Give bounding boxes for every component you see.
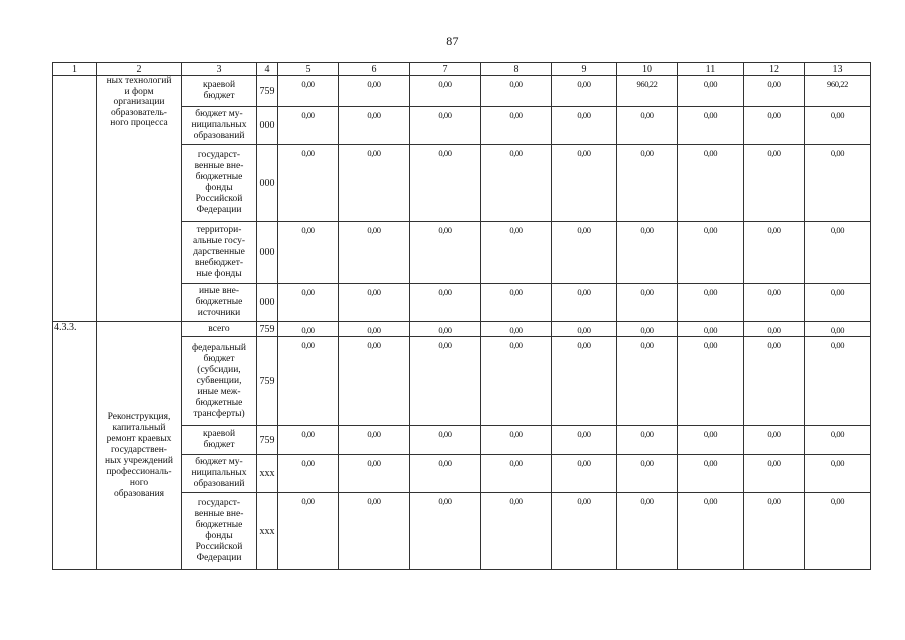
amount-cell: 0,00 bbox=[278, 493, 339, 570]
amount-cell: 0,00 bbox=[805, 322, 871, 337]
amount-cell: 0,00 bbox=[552, 322, 617, 337]
funding-source-text: иные вне- бюджетные источники bbox=[195, 286, 243, 318]
amount-cell: 0,00 bbox=[805, 222, 871, 284]
column-header: 11 bbox=[678, 63, 744, 76]
amount-cell: 0,00 bbox=[410, 284, 481, 322]
budget-code: 759 bbox=[257, 322, 278, 337]
budget-code: ххх bbox=[257, 455, 278, 493]
amount-cell: 0,00 bbox=[481, 284, 552, 322]
funding-source bbox=[182, 107, 257, 145]
amount-cell: 0,00 bbox=[805, 426, 871, 455]
amount-cell: 0,00 bbox=[481, 493, 552, 570]
amount-cell: 0,00 bbox=[744, 455, 805, 493]
funding-source-text: всего bbox=[208, 323, 230, 334]
amount-cell: 0,00 bbox=[678, 337, 744, 426]
budget-code: 000 bbox=[257, 222, 278, 284]
amount-cell: 0,00 bbox=[617, 426, 678, 455]
amount-cell: 0,00 bbox=[744, 222, 805, 284]
budget-table bbox=[52, 62, 871, 570]
amount-cell: 0,00 bbox=[481, 426, 552, 455]
amount-cell: 0,00 bbox=[805, 145, 871, 222]
amount-cell: 0,00 bbox=[805, 493, 871, 570]
column-header: 5 bbox=[278, 63, 339, 76]
amount-cell: 0,00 bbox=[678, 107, 744, 145]
budget-code: 000 bbox=[257, 107, 278, 145]
budget-code: 759 bbox=[257, 76, 278, 107]
amount-cell: 0,00 bbox=[744, 76, 805, 107]
amount-cell: 0,00 bbox=[481, 455, 552, 493]
amount-cell: 0,00 bbox=[744, 145, 805, 222]
amount-cell: 0,00 bbox=[339, 145, 410, 222]
amount-cell: 0,00 bbox=[617, 322, 678, 337]
amount-cell: 0,00 bbox=[481, 107, 552, 145]
amount-cell: 0,00 bbox=[552, 222, 617, 284]
funding-source bbox=[182, 455, 257, 493]
amount-cell: 0,00 bbox=[339, 107, 410, 145]
amount-cell: 0,00 bbox=[744, 107, 805, 145]
amount-cell: 0,00 bbox=[481, 337, 552, 426]
column-header: 1 bbox=[53, 63, 97, 76]
page-number: 87 bbox=[446, 34, 459, 48]
amount-cell: 0,00 bbox=[552, 426, 617, 455]
funding-source bbox=[182, 76, 257, 107]
amount-cell: 0,00 bbox=[744, 337, 805, 426]
amount-cell: 0,00 bbox=[278, 222, 339, 284]
amount-cell: 0,00 bbox=[617, 145, 678, 222]
amount-cell: 0,00 bbox=[805, 284, 871, 322]
table-row bbox=[53, 76, 871, 107]
amount-cell: 0,00 bbox=[339, 455, 410, 493]
amount-cell: 0,00 bbox=[552, 455, 617, 493]
amount-cell: 0,00 bbox=[278, 337, 339, 426]
table-row bbox=[53, 322, 871, 337]
amount-cell: 0,00 bbox=[678, 322, 744, 337]
funding-source-text: бюджет му- ниципальных образований bbox=[191, 457, 247, 489]
amount-cell: 0,00 bbox=[410, 337, 481, 426]
amount-cell: 0,00 bbox=[678, 426, 744, 455]
amount-cell: 0,00 bbox=[410, 76, 481, 107]
amount-cell: 0,00 bbox=[678, 455, 744, 493]
funding-source bbox=[182, 145, 257, 222]
amount-cell: 0,00 bbox=[744, 493, 805, 570]
amount-cell: 0,00 bbox=[410, 455, 481, 493]
funding-source bbox=[182, 426, 257, 455]
funding-source-text: бюджет му- ниципальных образований bbox=[191, 109, 247, 141]
amount-cell: 0,00 bbox=[410, 107, 481, 145]
measure-name bbox=[97, 76, 182, 322]
funding-source-text: государст- венные вне- бюджетные фонды Российской Федерации bbox=[194, 498, 244, 563]
amount-cell: 0,00 bbox=[617, 455, 678, 493]
measure-name-text: Реконструкция, капитальный ремонт краевых государствен- ных учреждений профессиональ- ного образования bbox=[105, 411, 173, 499]
amount-cell: 0,00 bbox=[552, 107, 617, 145]
amount-cell: 0,00 bbox=[552, 284, 617, 322]
amount-cell: 0,00 bbox=[617, 107, 678, 145]
amount-cell: 0,00 bbox=[805, 455, 871, 493]
amount-cell: 0,00 bbox=[678, 493, 744, 570]
amount-cell: 0,00 bbox=[678, 76, 744, 107]
funding-source-text: территори- альные госу- дарственные внебюджет- ные фонды bbox=[192, 225, 246, 279]
amount-cell: 0,00 bbox=[278, 284, 339, 322]
item-number: 4.3.3. bbox=[53, 322, 97, 570]
amount-cell: 0,00 bbox=[744, 284, 805, 322]
amount-cell: 0,00 bbox=[805, 337, 871, 426]
budget-code: 759 bbox=[257, 426, 278, 455]
column-header: 6 bbox=[339, 63, 410, 76]
amount-cell: 0,00 bbox=[552, 493, 617, 570]
funding-source bbox=[182, 493, 257, 570]
amount-cell: 0,00 bbox=[278, 145, 339, 222]
funding-source bbox=[182, 337, 257, 426]
column-header: 12 bbox=[744, 63, 805, 76]
amount-cell: 0,00 bbox=[481, 76, 552, 107]
amount-cell: 0,00 bbox=[552, 337, 617, 426]
table-header-row bbox=[53, 63, 871, 76]
funding-source-text: краевой бюджет bbox=[202, 80, 236, 101]
amount-cell: 0,00 bbox=[410, 222, 481, 284]
amount-cell: 960,22 bbox=[805, 76, 871, 107]
funding-source-text: краевой бюджет bbox=[202, 429, 236, 450]
amount-cell: 0,00 bbox=[744, 322, 805, 337]
measure-name bbox=[97, 322, 182, 570]
amount-cell: 0,00 bbox=[339, 322, 410, 337]
amount-cell: 0,00 bbox=[410, 145, 481, 222]
amount-cell: 0,00 bbox=[339, 426, 410, 455]
amount-cell: 0,00 bbox=[410, 322, 481, 337]
column-header: 10 bbox=[617, 63, 678, 76]
measure-name-text: ных технологий и форм организации образователь- ного процесса bbox=[106, 76, 172, 128]
amount-cell: 0,00 bbox=[617, 337, 678, 426]
amount-cell: 0,00 bbox=[339, 284, 410, 322]
funding-source bbox=[182, 284, 257, 322]
amount-cell: 0,00 bbox=[617, 493, 678, 570]
amount-cell: 0,00 bbox=[339, 76, 410, 107]
amount-cell: 0,00 bbox=[678, 284, 744, 322]
amount-cell: 0,00 bbox=[481, 222, 552, 284]
budget-code: ххх bbox=[257, 493, 278, 570]
budget-code: 000 bbox=[257, 284, 278, 322]
column-header: 3 bbox=[182, 63, 257, 76]
amount-cell: 0,00 bbox=[278, 426, 339, 455]
amount-cell: 0,00 bbox=[481, 322, 552, 337]
column-header: 7 bbox=[410, 63, 481, 76]
amount-cell: 0,00 bbox=[744, 426, 805, 455]
column-header: 4 bbox=[257, 63, 278, 76]
amount-cell: 0,00 bbox=[617, 222, 678, 284]
amount-cell: 0,00 bbox=[278, 76, 339, 107]
amount-cell: 0,00 bbox=[278, 107, 339, 145]
amount-cell: 0,00 bbox=[339, 222, 410, 284]
budget-code: 759 bbox=[257, 337, 278, 426]
budget-code: 000 bbox=[257, 145, 278, 222]
amount-cell: 0,00 bbox=[339, 493, 410, 570]
amount-cell: 0,00 bbox=[410, 493, 481, 570]
amount-cell: 0,00 bbox=[552, 145, 617, 222]
funding-source bbox=[182, 222, 257, 284]
column-header: 8 bbox=[481, 63, 552, 76]
amount-cell: 0,00 bbox=[805, 107, 871, 145]
amount-cell: 0,00 bbox=[481, 145, 552, 222]
column-header: 2 bbox=[97, 63, 182, 76]
column-header: 13 bbox=[805, 63, 871, 76]
amount-cell: 0,00 bbox=[678, 145, 744, 222]
amount-cell: 960,22 bbox=[617, 76, 678, 107]
amount-cell: 0,00 bbox=[339, 337, 410, 426]
amount-cell: 0,00 bbox=[278, 322, 339, 337]
item-number bbox=[53, 76, 97, 322]
amount-cell: 0,00 bbox=[410, 426, 481, 455]
amount-cell: 0,00 bbox=[678, 222, 744, 284]
funding-source-text: федеральный бюджет (субсидии, субвенции, иные меж- бюджетные трансферты) bbox=[192, 342, 246, 419]
funding-source bbox=[182, 322, 257, 337]
amount-cell: 0,00 bbox=[552, 76, 617, 107]
column-header: 9 bbox=[552, 63, 617, 76]
amount-cell: 0,00 bbox=[617, 284, 678, 322]
amount-cell: 0,00 bbox=[278, 455, 339, 493]
funding-source-text: государст- венные вне- бюджетные фонды Российской Федерации bbox=[194, 150, 244, 215]
